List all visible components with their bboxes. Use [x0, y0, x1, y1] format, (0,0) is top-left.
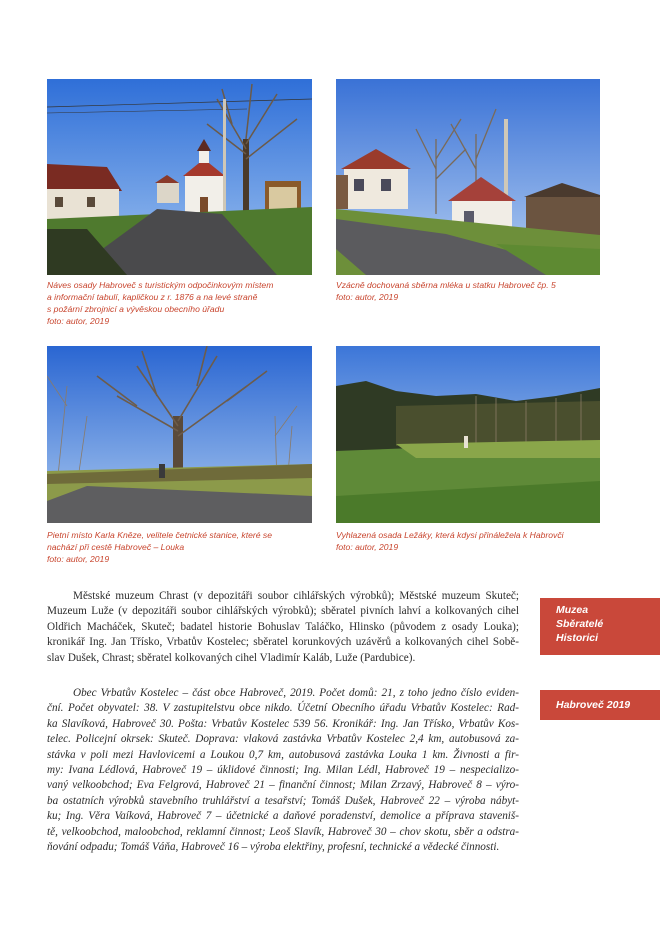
paragraph-sources: Městské muzeum Chrast (v depozitáři soubor cihlářských výrobků); Městské muzeum Skuteč; Muzeum Luže (v depozitáři soubor cihlářských výrobků); sběratel pivních lahví a kolkovaných cihel Oldřich Macháček, Skuteč; badatel historie Bohuslav Taláčko, Hlinsko (původem z osady Louka); kronikář Ing. Jan Třísko, Vrbatův Kostelec; sběratel korunkových uzávěrů a kolkovaných cihel Sobě- slav Dušek, Chrast; sběratel kolkovaných cihel Vladimír Kaláb, Luže (Pardubice).: [47, 590, 519, 664]
photo-caption-2: Vzácně dochovaná sběrna mléka u statku Habroveč čp. 5 foto: autor, 2019: [336, 280, 556, 302]
paragraph-village-2019: Obec Vrbatův Kostelec – část obce Habroveč, 2019. Počet domů: 21, z toho jedno číslo eviden- ční. Počet obyvatel: 38. V zastupitelstvu obce nikdo. Účetní Obecního úřadu Vrbatův Kostelec: Rad- ka Slavíková, Habroveč 30. Pošta: Vrbatův Kostelec 539 56. Kronikář: Ing. Jan Třísko, Vrbatův Kos- telec. Policejní okrsek: Skuteč. Doprava: vlaková zastávka Vrbatův Kostelec 2,4 km, autobusová za- stávka v poli mezi Havlovicemi a Loukou 0,7 km, autobusová zastávka Louka 1 km. Živnosti a fir- my: Ivana Lédlová, Habroveč 19 – úklidové činnosti; Ing. Milan Lédl, Habroveč 19 – nespecializo- vaný velkoobchod; Eva Felgrová, Habroveč 21 – finanční činnost; Milan Zrzavý, Habroveč 8 – výro- ba ostatních výrobků stavebního truhlářství a tesařství; Tomáš Dušek, Habroveč 22 – výroba nábyt- ku; Ing. Věra Vaíková, Habroveč 7 – účetnické a daňové poradenství, demolice a příprava staveniš- tě, velkoobchod, maloobchod, reklamní činnost; Leoš Slavík, Habroveč 30 – chov skotu, sběr a odstra- ňování odpadu; Tomáš Váňa, Habroveč 16 – výroba elektřiny, profesní, technické a vědecké činnosti.: [47, 687, 519, 854]
lezaky-meadow-photo: [336, 346, 600, 523]
photo-memorial-tree: [47, 346, 312, 523]
photo-caption-4: Vyhlazená osada Ležáky, která kdysi přináležela k Habrovči foto: autor, 2019: [336, 530, 564, 552]
milk-collection-point-photo: [336, 79, 600, 275]
memorial-tree-road-photo: [47, 346, 312, 523]
photo-caption-1: Náves osady Habroveč s turistickým odpočinkovým místem a informační tabulí, kapličkou z r. 1876 a na levé straně s požární zbrojnicí a vývěskou obecního úřadu foto: autor, 2019: [47, 280, 274, 326]
photo-village-green: [47, 79, 312, 275]
side-tag-chapter: Habroveč 2019: [540, 690, 660, 720]
photo-caption-3: Pietní místo Karla Kněze, velitele četnické stanice, které se nachází při cestě Habroveč – Louka foto: autor, 2019: [47, 530, 272, 564]
photo-milk-collection: [336, 79, 600, 275]
photo-lezaky: [336, 346, 600, 523]
side-tag-series: Muzea Sběratelé Historici: [540, 598, 660, 655]
village-green-with-chapel-photo: [47, 79, 312, 275]
